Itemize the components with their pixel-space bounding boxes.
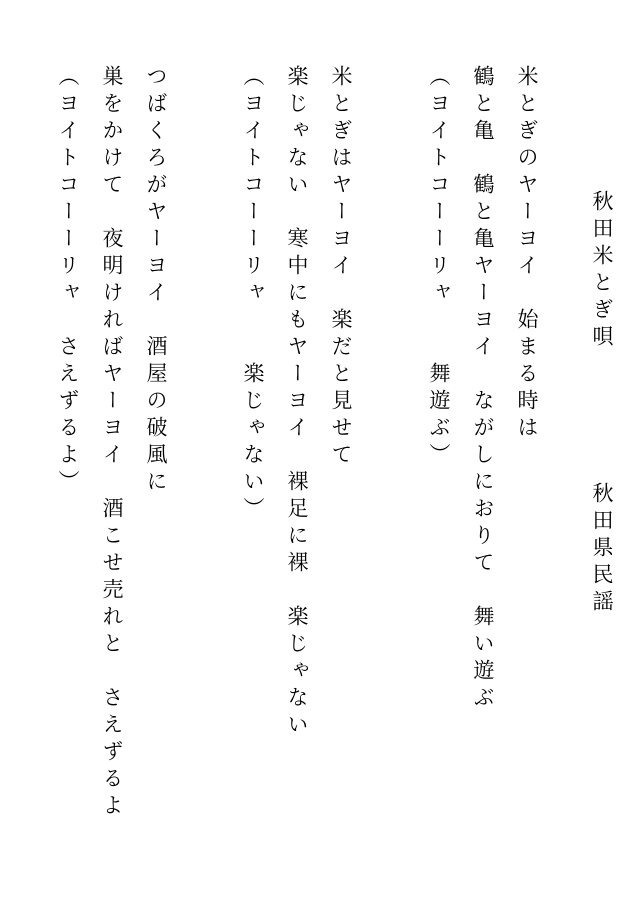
verse-3-refrain: （ヨイトコーーリャ さえずるよ） <box>56 65 80 497</box>
verse-1-refrain: （ヨイトコーーリャ 舞遊ぶ） <box>427 65 451 470</box>
song-title: 秋田米とぎ唄 <box>590 190 614 352</box>
verse-3-line-2: 巣をかけて 夜明ければヤーヨイ 酒こせ売れと さえずるよ <box>100 65 124 821</box>
song-attribution: 秋田県民謡 <box>590 482 614 617</box>
verse-3-line-1: つばくろがヤーヨイ 酒屋の破風に <box>144 65 168 497</box>
verse-2-line-2: 楽じゃない 寒中にもヤーヨイ 裸足に裸 楽じゃない <box>285 65 309 740</box>
verse-1-line-1: 米とぎのヤーヨイ 始まる時は <box>515 65 539 443</box>
verse-1-line-2: 鶴と亀 鶴と亀ヤーヨイ ながしにおりて 舞い遊ぶ <box>471 65 495 713</box>
verse-2-refrain: （ヨイトコーーリャ 楽じゃない） <box>241 65 265 524</box>
verse-2-line-1: 米とぎはヤーヨイ 楽だと見せて <box>329 65 353 470</box>
